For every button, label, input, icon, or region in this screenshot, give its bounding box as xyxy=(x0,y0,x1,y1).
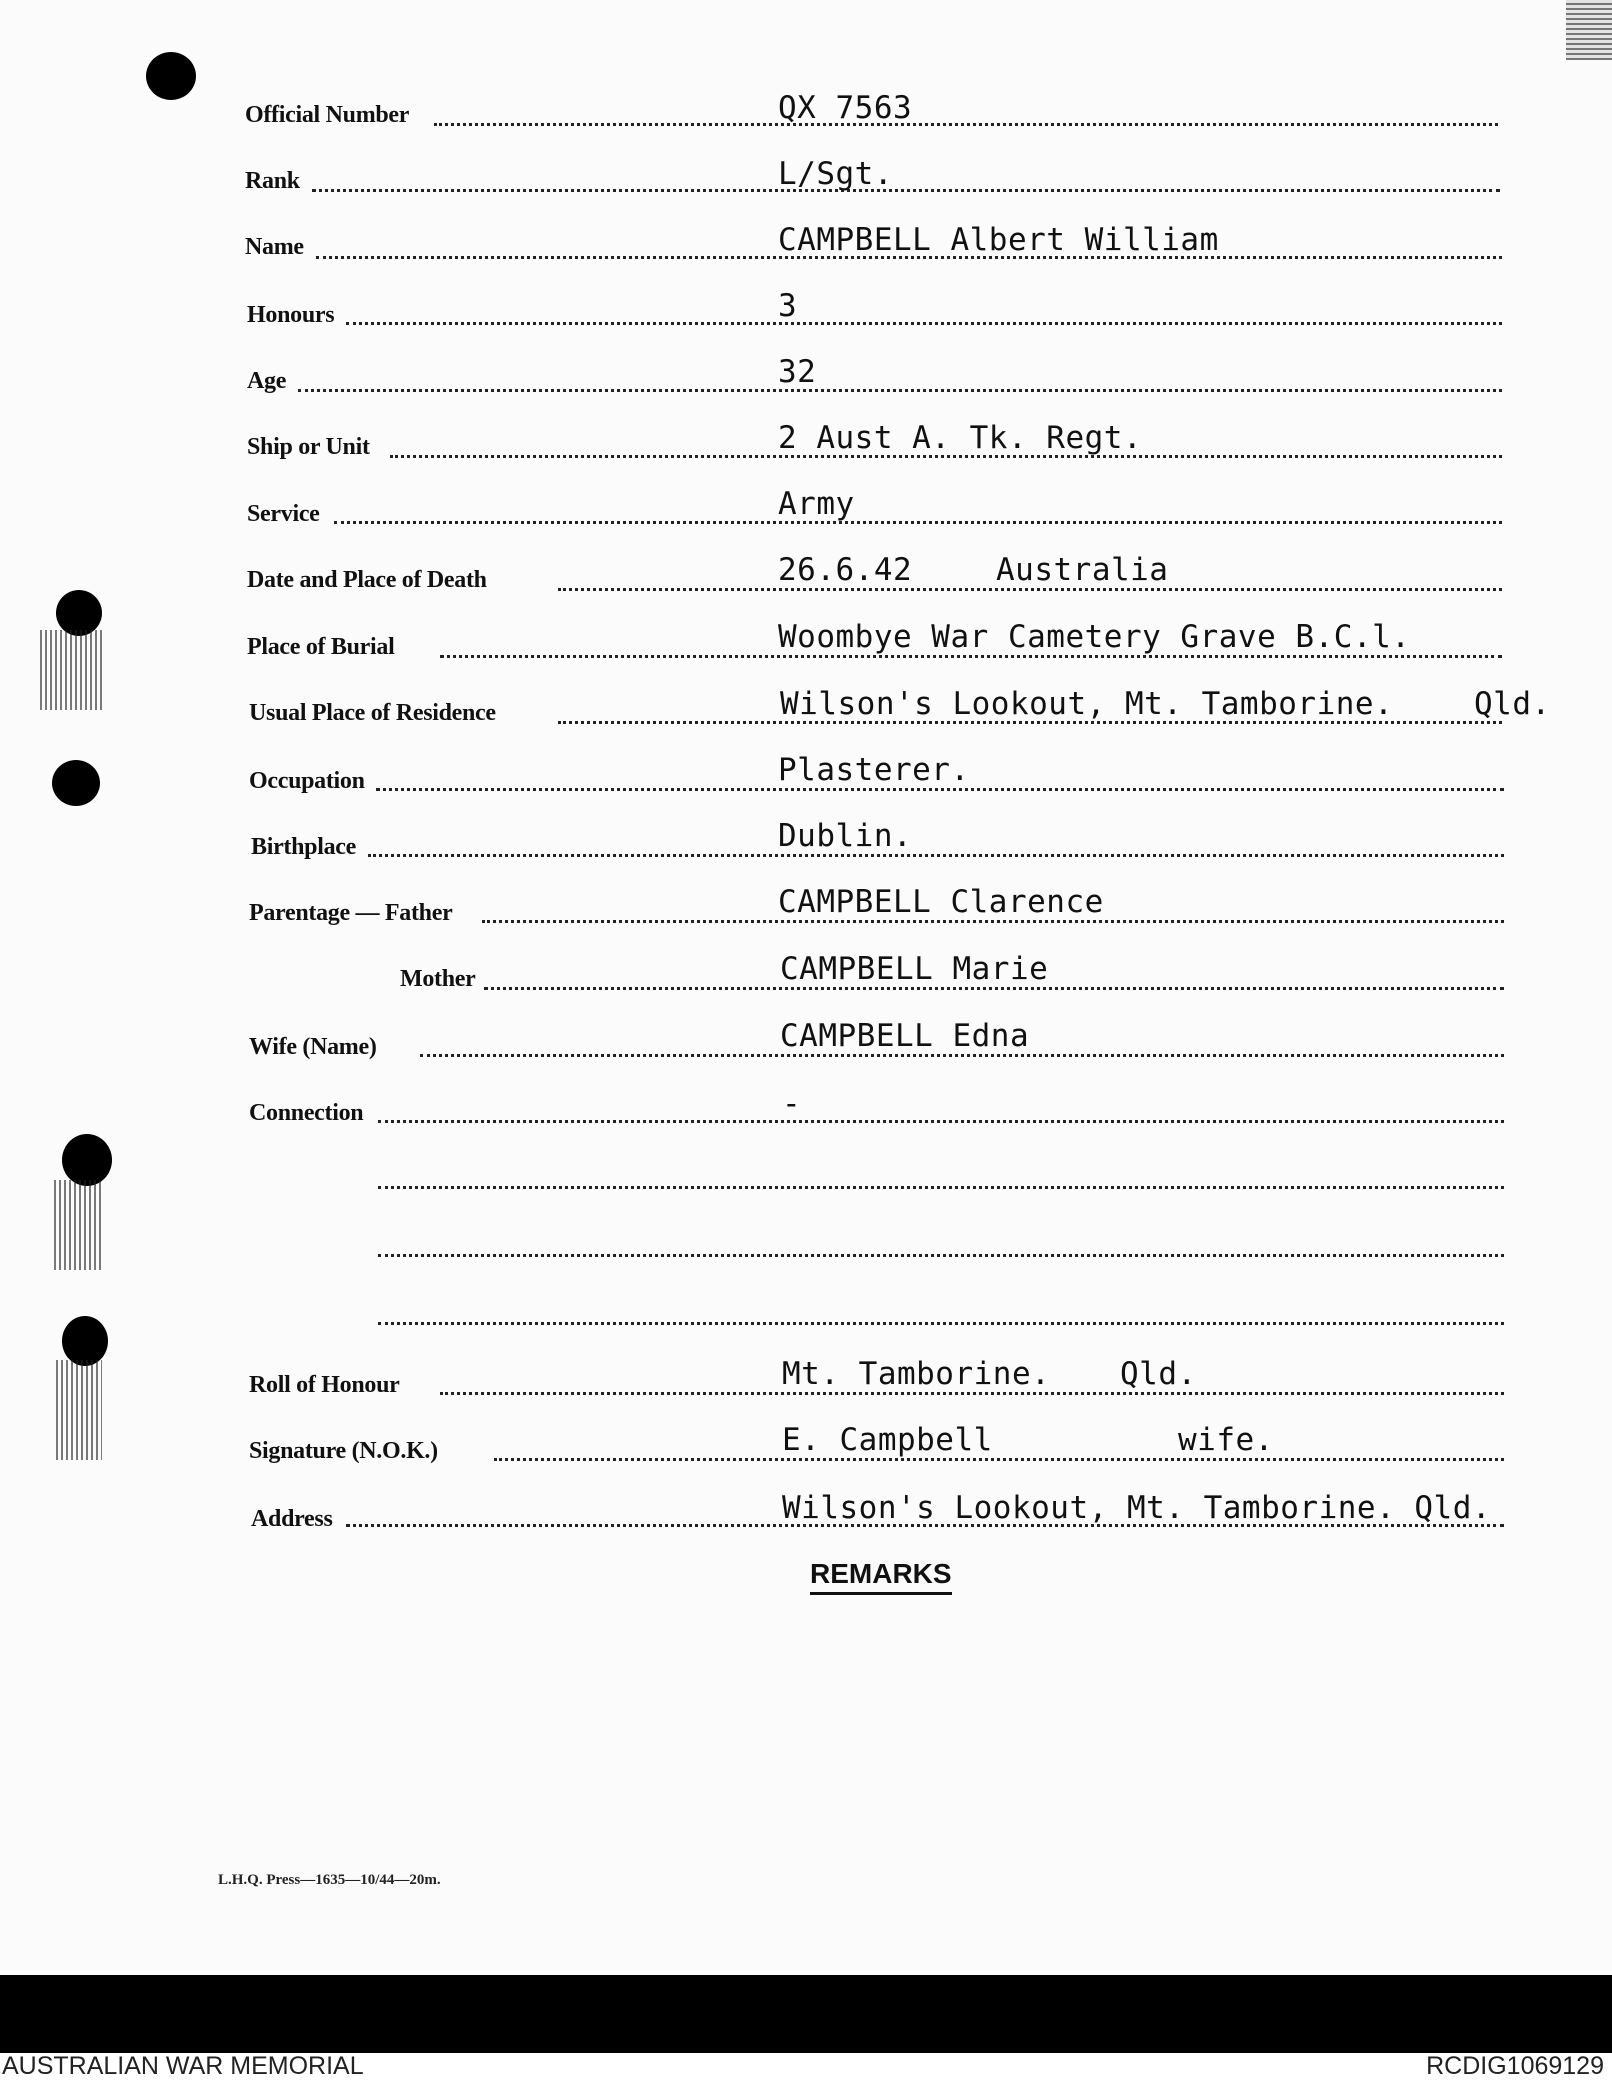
footer-institution: AUSTRALIAN WAR MEMORIAL xyxy=(2,2052,364,2080)
press-mark: L.H.Q. Press—1635—10/44—20m. xyxy=(218,1872,441,1888)
field-value-wife: CAMPBELL Edna xyxy=(780,1018,1030,1054)
field-value-mother: CAMPBELL Marie xyxy=(780,951,1049,987)
field-value-occupation: Plasterer. xyxy=(778,752,970,788)
field-label-address: Address xyxy=(251,1506,333,1532)
field-value-date-of-death: 26.6.42 xyxy=(778,552,913,588)
field-label-rank: Rank xyxy=(245,168,300,194)
punch-hole xyxy=(62,1134,112,1186)
field-label-service: Service xyxy=(247,501,320,527)
scan-streak xyxy=(54,1180,102,1270)
field-label-honours: Honours xyxy=(247,302,335,328)
field-label-place-of-burial: Place of Burial xyxy=(247,634,395,660)
field-rule xyxy=(334,521,1502,524)
field-rule xyxy=(298,389,1502,392)
field-label-wife: Wife (Name) xyxy=(249,1034,377,1060)
field-value-address: Wilson's Lookout, Mt. Tamborine. Qld. xyxy=(782,1490,1492,1526)
field-rule xyxy=(440,1392,1504,1395)
field-rule xyxy=(484,987,1504,990)
scan-streak xyxy=(40,630,102,710)
scan-footer-band xyxy=(0,1975,1612,2053)
scan-streak xyxy=(56,1360,102,1460)
field-label-name: Name xyxy=(245,234,304,260)
blank-rule xyxy=(378,1322,1504,1325)
field-value-ship-or-unit: 2 Aust A. Tk. Regt. xyxy=(778,420,1143,456)
field-value-usual-residence-state: Qld. xyxy=(1474,686,1551,722)
field-value-place-of-burial: Woombye War Cametery Grave B.C.l. xyxy=(778,619,1411,655)
field-rule xyxy=(346,322,1502,325)
footer-record-id: RCDIG1069129 xyxy=(1426,2052,1604,2080)
field-label-ship-or-unit: Ship or Unit xyxy=(247,434,370,460)
field-label-official-number: Official Number xyxy=(245,102,410,128)
field-value-signature: E. Campbell xyxy=(782,1422,993,1458)
field-rule xyxy=(368,854,1504,857)
field-label-birthplace: Birthplace xyxy=(251,834,356,860)
field-rule xyxy=(558,588,1502,591)
field-value-usual-residence: Wilson's Lookout, Mt. Tamborine. xyxy=(780,686,1394,722)
punch-hole xyxy=(62,1316,108,1366)
scan-edge-noise xyxy=(1566,0,1612,60)
field-value-official-number: QX 7563 xyxy=(778,90,913,126)
field-label-connection: Connection xyxy=(249,1100,364,1126)
field-label-signature: Signature (N.O.K.) xyxy=(249,1438,438,1464)
field-value-service: Army xyxy=(778,486,855,522)
field-value-signature-relation: wife. xyxy=(1178,1422,1274,1458)
field-value-roll-of-honour-state: Qld. xyxy=(1120,1356,1197,1392)
field-value-honours: 3 xyxy=(778,288,798,324)
field-rule xyxy=(440,655,1502,658)
remarks-heading: REMARKS xyxy=(810,1558,952,1595)
field-rule xyxy=(434,123,1498,126)
field-rule xyxy=(312,189,1500,192)
field-label-roll-of-honour: Roll of Honour xyxy=(249,1372,400,1398)
field-label-age: Age xyxy=(247,368,287,394)
punch-hole xyxy=(52,760,100,806)
field-label-usual-residence: Usual Place of Residence xyxy=(249,700,496,726)
field-value-age: 32 xyxy=(778,354,817,390)
field-label-date-place-of-death: Date and Place of Death xyxy=(247,567,487,593)
blank-rule xyxy=(378,1254,1504,1257)
field-rule xyxy=(494,1458,1504,1461)
blank-rule xyxy=(378,1186,1504,1189)
field-value-name: CAMPBELL Albert William xyxy=(778,222,1219,258)
punch-hole xyxy=(146,52,196,100)
field-value-father: CAMPBELL Clarence xyxy=(778,884,1104,920)
field-rule xyxy=(482,920,1504,923)
field-value-rank: L/Sgt. xyxy=(778,156,893,192)
field-value-place-of-death: Australia xyxy=(996,552,1169,588)
field-label-mother: Mother xyxy=(400,966,476,992)
field-value-birthplace: Dublin. xyxy=(778,818,913,854)
field-rule xyxy=(420,1054,1504,1057)
field-value-roll-of-honour: Mt. Tamborine. xyxy=(782,1356,1051,1392)
field-rule xyxy=(376,788,1504,791)
field-rule xyxy=(378,1120,1504,1123)
field-label-occupation: Occupation xyxy=(249,768,365,794)
field-value-connection: - xyxy=(782,1086,802,1122)
field-label-father: Parentage — Father xyxy=(249,900,453,926)
